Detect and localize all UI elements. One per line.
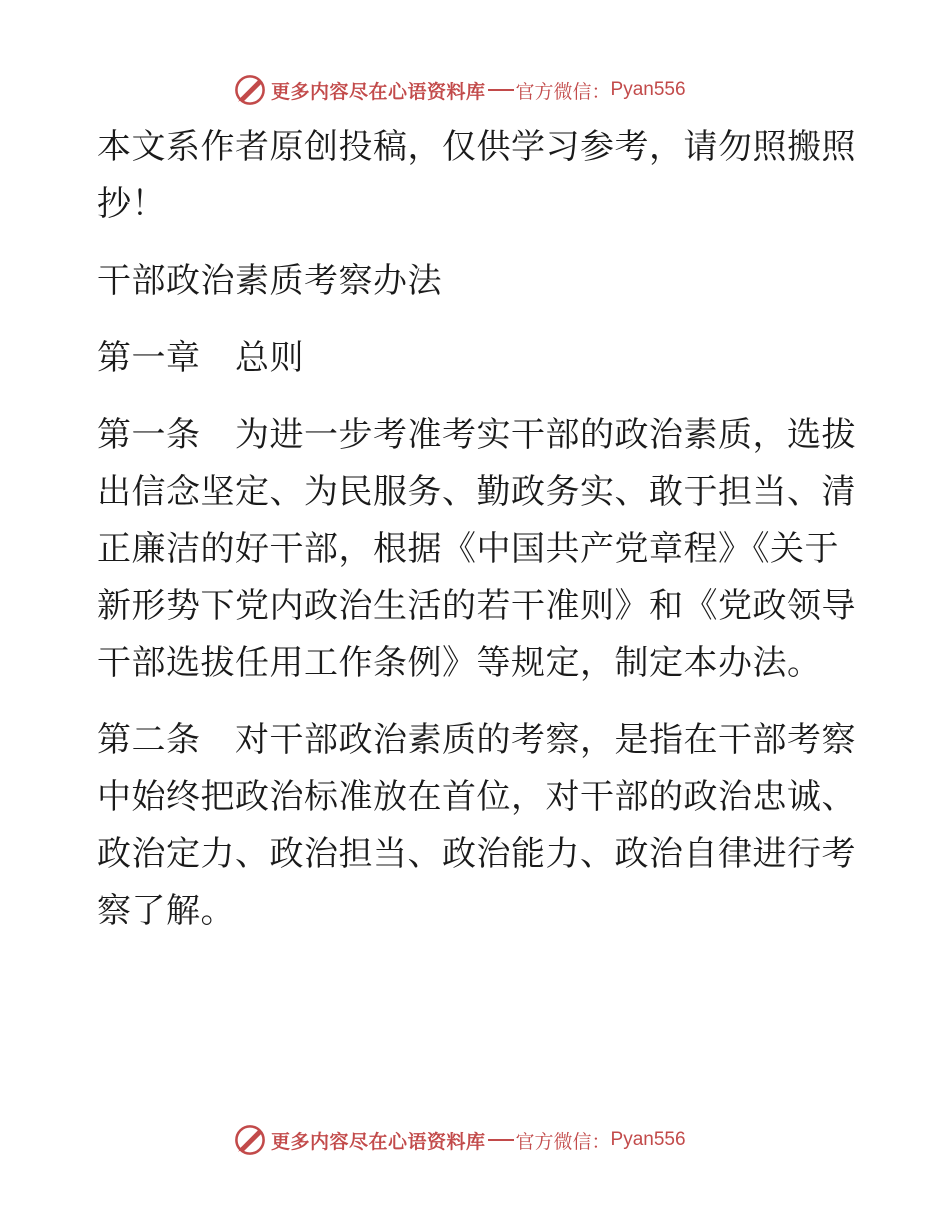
footer-wechat-label: 官方微信：: [515, 1130, 611, 1153]
quill-pen-logo-icon: [233, 1123, 267, 1157]
footer-dash: [488, 1139, 514, 1141]
chapter-heading: 第一章 总则: [97, 338, 304, 378]
header-wechat-id: Pyan556: [610, 79, 686, 100]
header-banner: [233, 70, 686, 110]
document-body: [97, 119, 857, 960]
header-wechat-label: 官方微信：: [515, 80, 611, 103]
header-site-text: 更多内容尽在心语资料库: [271, 80, 486, 103]
quill-pen-logo-icon: [233, 73, 267, 107]
document-title: 干部政治素质考察办法: [97, 261, 442, 301]
article-2: 第二条 对干部政治素质的考察，是指在干部考察中始终把政治标准放在首位，对干部的政治忠诚、政治定力、政治担当、政治能力、政治自律进行考察了解。: [97, 720, 856, 931]
header-dash: [488, 89, 514, 91]
copyright-notice: 本文系作者原创投稿，仅供学习参考，请勿照搬照抄！: [97, 127, 856, 224]
footer-banner: [233, 1120, 686, 1160]
footer-site-text: 更多内容尽在心语资料库: [271, 1130, 486, 1153]
footer-wechat-id: Pyan556: [610, 1129, 686, 1150]
article-1: 第一条 为进一步考准考实干部的政治素质，选拔出信念坚定、为民服务、勤政务实、敢于担当、清正廉洁的好干部，根据《中国共产党章程》《关于新形势下党内政治生活的若干准则》和《党政领导干部选拔任用工作条例》等规定，制定本办法。: [97, 415, 856, 683]
